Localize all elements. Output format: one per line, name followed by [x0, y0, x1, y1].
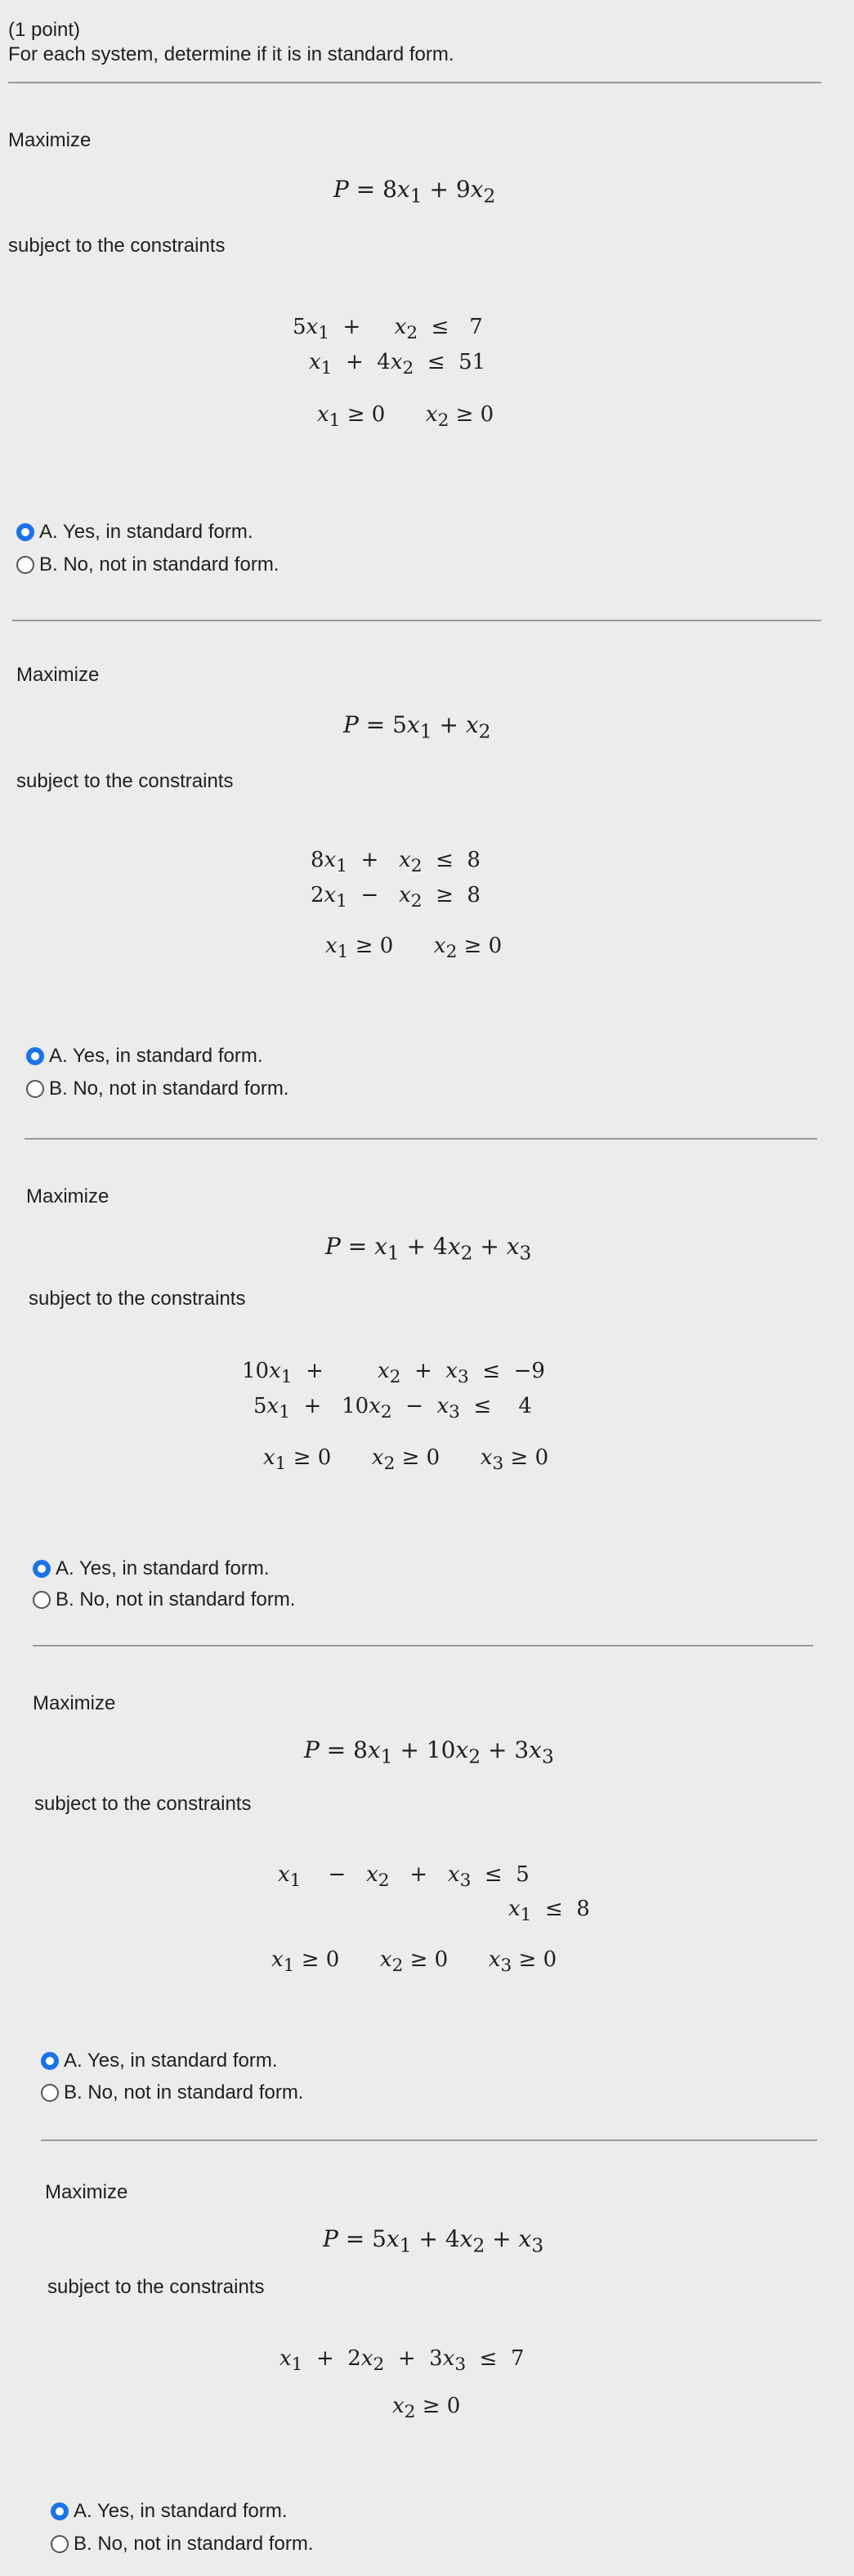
- objective-function: $P = 5x_1 + x_2$: [343, 711, 491, 743]
- option-b-radio[interactable]: [26, 1077, 288, 1100]
- radio-selected-icon[interactable]: [33, 1560, 51, 1578]
- separator: [12, 620, 821, 621]
- option-a-label: A. Yes, in standard form.: [39, 521, 253, 543]
- constraint-row: $10x_1$ + $x_2 + x_3 \le -9$: [242, 1359, 545, 1388]
- nonnegativity-row: $x_2 \ge 0$: [392, 2394, 461, 2423]
- option-a-label: A. Yes, in standard form.: [56, 1557, 270, 1579]
- separator: [41, 2139, 817, 2141]
- maximize-label: Maximize: [26, 1185, 110, 1207]
- nonnegativity-row: $x_1 \ge 0$ $x_2 \ge 0$: [317, 402, 494, 432]
- option-b-label: B. No, not in standard form.: [49, 1077, 289, 1100]
- subject-label: subject to the constraints: [29, 1288, 246, 1310]
- objective-function: $P = 5x_1 + 4x_2 + x_3$: [323, 2225, 544, 2257]
- constraint-row: $5x_1 + 10x_2 - x_3$ ≤ 4: [253, 1394, 532, 1423]
- option-b-radio[interactable]: [51, 2533, 313, 2556]
- option-a-label: A. Yes, in standard form.: [49, 1045, 263, 1067]
- radio-empty-icon[interactable]: [16, 556, 34, 574]
- maximize-label: Maximize: [45, 2181, 128, 2203]
- nonnegativity-row: $x_1 \ge 0$ $x_2 \ge 0$ $x_3 \ge 0$: [263, 1445, 549, 1475]
- objective-function: $P = 8x_1 + 10x_2 + 3x_3$: [304, 1736, 554, 1768]
- constraint-row: $x_1 + 2x_2 + 3x_3 \le 7$: [279, 2346, 525, 2376]
- objective-function: $P = x_1 + 4x_2 + x_3$: [325, 1233, 532, 1265]
- radio-selected-icon[interactable]: [26, 1047, 44, 1065]
- maximize-label: Maximize: [33, 1692, 116, 1714]
- option-a-label: A. Yes, in standard form.: [74, 2500, 288, 2522]
- constraint-row: $x_1 \le 8$: [508, 1897, 590, 1926]
- option-a-radio[interactable]: [51, 2500, 287, 2523]
- option-b-label: B. No, not in standard form.: [74, 2533, 314, 2555]
- radio-empty-icon[interactable]: [33, 1591, 51, 1609]
- constraint-row: $x_1$ − $x_2 + x_3 \le 5$: [278, 1862, 530, 1892]
- separator: [33, 1645, 813, 1646]
- constraint-row: $x_1 + 4x_2 \le 51$: [309, 350, 486, 379]
- constraint-row: $5x_1$ + $x_2 \le 7$: [293, 315, 483, 344]
- radio-empty-icon[interactable]: [26, 1080, 44, 1098]
- instructions: For each system, determine if it is in standard form.: [8, 43, 454, 65]
- option-b-label: B. No, not in standard form.: [56, 1588, 296, 1611]
- separator: [25, 1138, 817, 1140]
- radio-selected-icon[interactable]: [16, 523, 34, 541]
- option-b-radio[interactable]: [33, 1588, 295, 1611]
- constraint-row: $8x_1 + x_2 \le 8$: [311, 848, 481, 877]
- option-a-radio[interactable]: [33, 1557, 269, 1580]
- option-a-label: A. Yes, in standard form.: [64, 2050, 278, 2072]
- separator: [8, 82, 821, 83]
- option-a-radio[interactable]: [41, 2050, 277, 2072]
- option-a-radio[interactable]: [26, 1045, 262, 1068]
- maximize-label: Maximize: [16, 664, 100, 686]
- maximize-label: Maximize: [8, 129, 92, 151]
- points-label: (1 point): [8, 19, 81, 41]
- subject-label: subject to the constraints: [16, 770, 234, 792]
- subject-label: subject to the constraints: [34, 1793, 252, 1815]
- nonnegativity-row: $x_1 \ge 0$ $x_2 \ge 0$: [325, 934, 503, 963]
- option-b-label: B. No, not in standard form.: [64, 2081, 304, 2103]
- option-b-radio[interactable]: [16, 553, 279, 576]
- radio-empty-icon[interactable]: [51, 2535, 69, 2553]
- radio-empty-icon[interactable]: [41, 2084, 59, 2102]
- question-header: [8, 18, 454, 67]
- radio-selected-icon[interactable]: [51, 2502, 69, 2520]
- option-b-radio[interactable]: [41, 2081, 303, 2104]
- subject-label: subject to the constraints: [47, 2276, 265, 2298]
- subject-label: subject to the constraints: [8, 235, 226, 257]
- option-b-label: B. No, not in standard form.: [39, 553, 279, 576]
- objective-function: $P = 8x_1 + 9x_2$: [333, 176, 496, 208]
- constraint-row: $2x_1 - x_2 \ge 8$: [311, 883, 481, 912]
- radio-selected-icon[interactable]: [41, 2052, 59, 2070]
- nonnegativity-row: $x_1 \ge 0$ $x_2 \ge 0$ $x_3 \ge 0$: [271, 1947, 557, 1977]
- option-a-radio[interactable]: [16, 521, 253, 544]
